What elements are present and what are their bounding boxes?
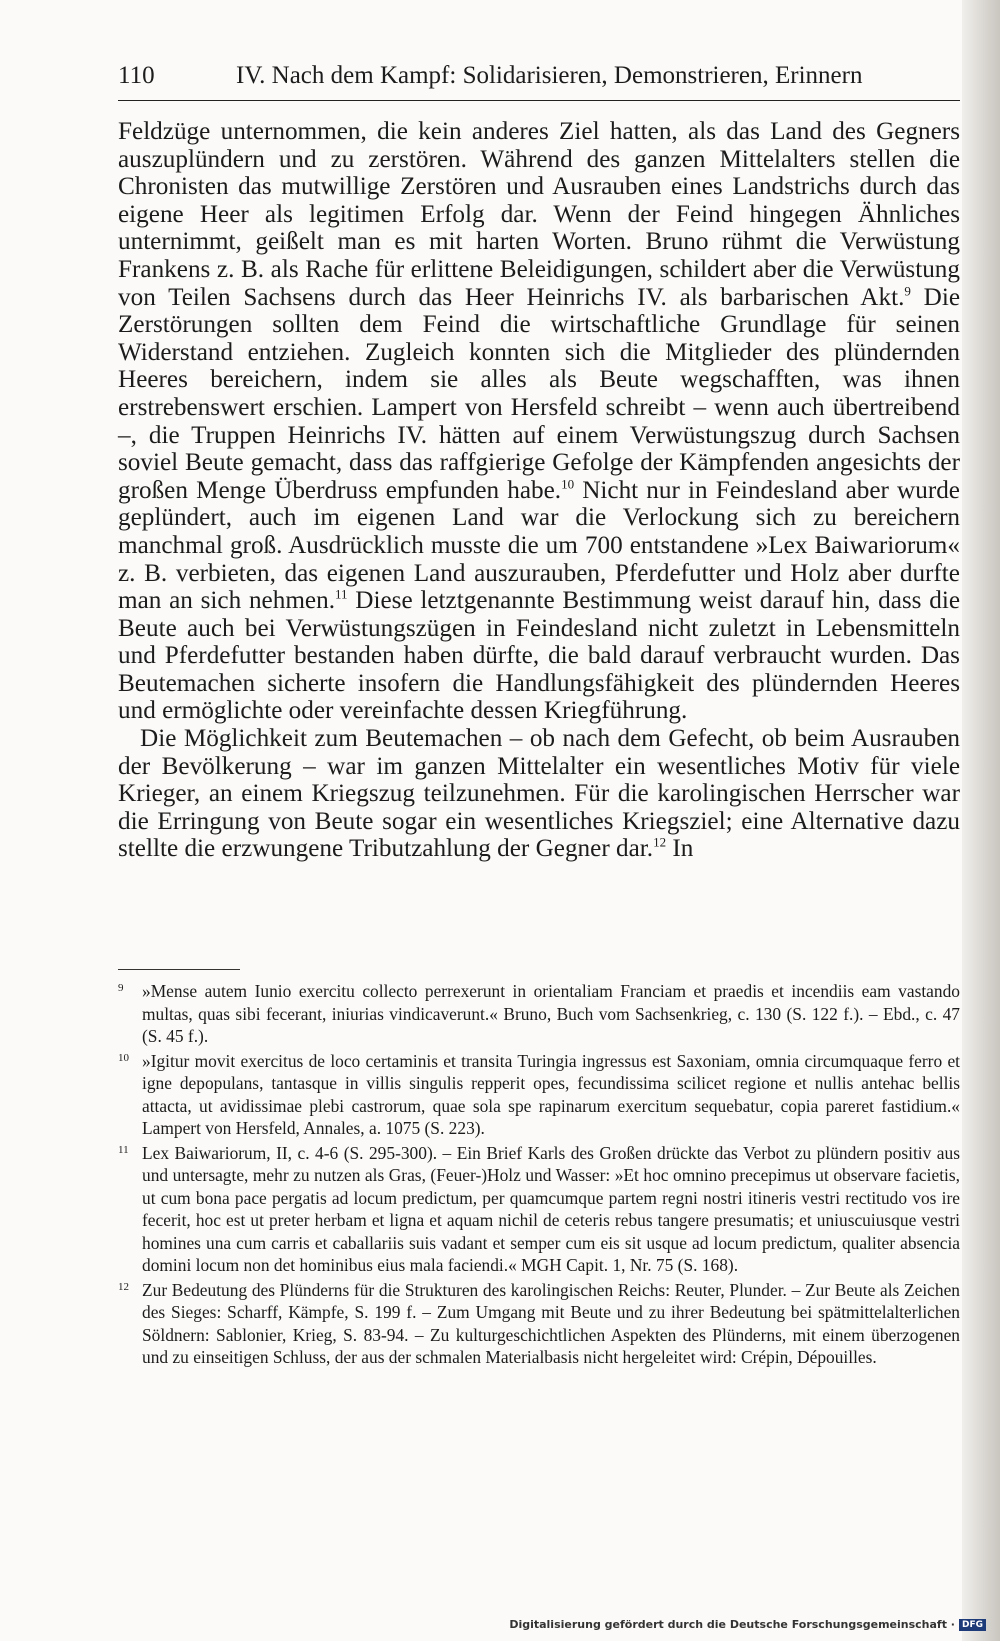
footnote-number: 12 bbox=[118, 1280, 129, 1293]
text-run: Die Möglichkeit zum Beutemachen – ob nach dem Gefecht, ob beim Ausrauben der Bevölkerung – war im ganzen Mittelalter ein wesentliches Motiv für viele Krieger, an einem Kriegszug teilzunehmen. Für die karolingischen Herrscher war die Erringung von Beute sogar ein wesentliches Kriegsziel; eine Alternative dazu stellte die erzwungene Tributzahlung der Gegner dar. bbox=[118, 725, 960, 863]
footnote-ref[interactable]: 9 bbox=[904, 283, 911, 299]
footnote-number: 9 bbox=[118, 982, 124, 994]
footnote-text: Lex Baiwariorum, II, c. 4-6 (S. 295-300). – Ein Brief Karls des Großen drückte das Verbot zu plündern positiv aus und untersagte, mehr zu nutzen als Gras, (Feuer-)Holz und Wasser: »Et hoc omnino precepimus ut observare facietis, ut cum bona pace pergatis ad locum predictum, per quamcumque partem regni nostri itineris vestri rectitudo vos ire fecerit, hoc est ut preter herbam et ligna et aquam nichil de ceteris rebus tangere presumatis; et uniuscuiusque vestri homines una cum carris et caballariis suis vadant et semper cum eis sit usque ad locum predictum, qualiter absencia domini locum non det hominibus eius mala faciendi.« MGH Capit. 1, Nr. 75 (S. 168). bbox=[142, 1142, 960, 1275]
page-number: 110 bbox=[118, 62, 155, 89]
footnote-separator bbox=[118, 969, 240, 970]
page-edge-shadow bbox=[962, 0, 1000, 1641]
paragraph-2 bbox=[118, 725, 960, 863]
text-run: Die Zerstörungen sollten dem Feind die wirtschaftliche Grundlage für seinen Widerstand entziehen. Zugleich konnten sich die Mitglieder des plündernden Heeres bereichern, indem sie alles als Beute wegschafften, was ihnen erstrebenswert erschien. Lampert von Hersfeld schreibt – wenn auch übertreibend –, die Truppen Heinrichs IV. hätten auf einem Verwüstungszug durch Sachsen soviel Beute gemacht, dass das raffgierige Gefolge der Kämpfenden angesichts der großen Menge Überdruss empfunden habe. bbox=[118, 283, 960, 504]
footnote-ref[interactable]: 11 bbox=[335, 586, 348, 602]
running-head: IV. Nach dem Kampf: Solidarisieren, Demonstrieren, Erinnern bbox=[236, 62, 863, 89]
footnote-number: 11 bbox=[118, 1143, 129, 1156]
text-run: Nicht nur in Feindesland aber wurde geplündert, auch im eigenen Land war die Verlockung sich zu bereichern manchmal groß. Ausdrücklich musste die um 700 entstandene »Lex Baiwariorum« z. B. verbieten, das eigenen Land auszurauben, Pferdefutter und Holz aber durfte man an sich nehmen. bbox=[118, 476, 960, 615]
footnote-number: 10 bbox=[118, 1051, 129, 1064]
footnote-ref[interactable]: 10 bbox=[561, 476, 575, 492]
footnote-text: »Mense autem Iunio exercitu collecto perrexerunt in orientaliam Franciam et praedis et incendiis eam vastando multas, quas sibi fecerant, iniurias vindicaverunt.« Bruno, Buch vom Sachsenkrieg, c. 130 (S. 122 f.). – Ebd., c. 47 (S. 45 f.). bbox=[142, 981, 960, 1046]
footnote-ref[interactable]: 12 bbox=[653, 835, 667, 851]
dfg-logo: DFG bbox=[959, 1619, 986, 1631]
page-header bbox=[118, 62, 960, 101]
text-run: Diese letztgenannte Bestimmung weist darauf hin, dass die Beute auch bei Verwüstungszügen in Feindesland nicht zuletzt in Lebensmitteln und Pferdefutter bestanden haben dürfte, die bald darauf verbraucht wurden. Das Beutemachen sicherte insofern die Handlungsfähigkeit des plündernden Heeres und ermöglichte oder vereinfachte dessen Kriegführung. bbox=[118, 587, 960, 725]
footnote-text: Zur Bedeutung des Plünderns für die Strukturen des karolingischen Reichs: Reuter, Plunder. – Zur Beute als Zeichen des Sieges: Scharff, Kämpfe, S. 199 f. – Zum Umgang mit Beute und zu ihrer Bedeutung bei spätmittelalterlichen Söldnern: Sablonier, Krieg, S. 83-94. – Zu kulturgeschichtlichen Aspekten des Plünderns, mit einem überzogenen und zu einseitigen Schluss, der aus der schmalen Materialbasis nicht hergeleitet wird: Crépin, Dépouilles. bbox=[142, 1279, 960, 1367]
footnote bbox=[118, 980, 960, 1048]
footnote-text: »Igitur movit exercitus de loco certaminis et transita Turingia ingressus est Saxoniam, omnia circumquaque ferro et igne depopulans, tantasque in villis singulis repperit opes, fecundissima scilicet regione et nullis antehac bellis attacta, ut avidissimae plebi castrorum, quae sola spe rapinarum exercitum sequebatur, copia pareret fastidium.« Lampert von Hersfeld, Annales, a. 1075 (S. 223). bbox=[142, 1050, 960, 1138]
footnotes bbox=[118, 980, 960, 1371]
text-run: In bbox=[666, 835, 694, 863]
text-run: Feldzüge unternommen, die kein anderes Ziel hatten, als das Land des Gegners auszuplündern und zu zerstören. Während des ganzen Mittelalters stellen die Chronisten das mutwillige Zerstören und Ausrauben eines Landstrichs durch das eigene Heer als legitimen Erfolg dar. Wenn der Feind hingegen Ähnliches unternimmt, geißelt man es mit harten Worten. Bruno rühmt die Verwüstung Frankens z. B. als Rache für erlittene Beleidigungen, schildert aber die Verwüstung von Teilen Sachsens durch das Heer Heinrichs IV. als barbarischen Akt. bbox=[118, 118, 960, 311]
footnote bbox=[118, 1142, 960, 1277]
digitization-credit bbox=[509, 1618, 986, 1631]
credit-text: Digitalisierung gefördert durch die Deutsche Forschungsgemeinschaft · bbox=[509, 1618, 955, 1631]
paragraph-1 bbox=[118, 118, 960, 725]
footnote bbox=[118, 1279, 960, 1369]
footnote bbox=[118, 1050, 960, 1140]
body-text bbox=[118, 118, 960, 863]
